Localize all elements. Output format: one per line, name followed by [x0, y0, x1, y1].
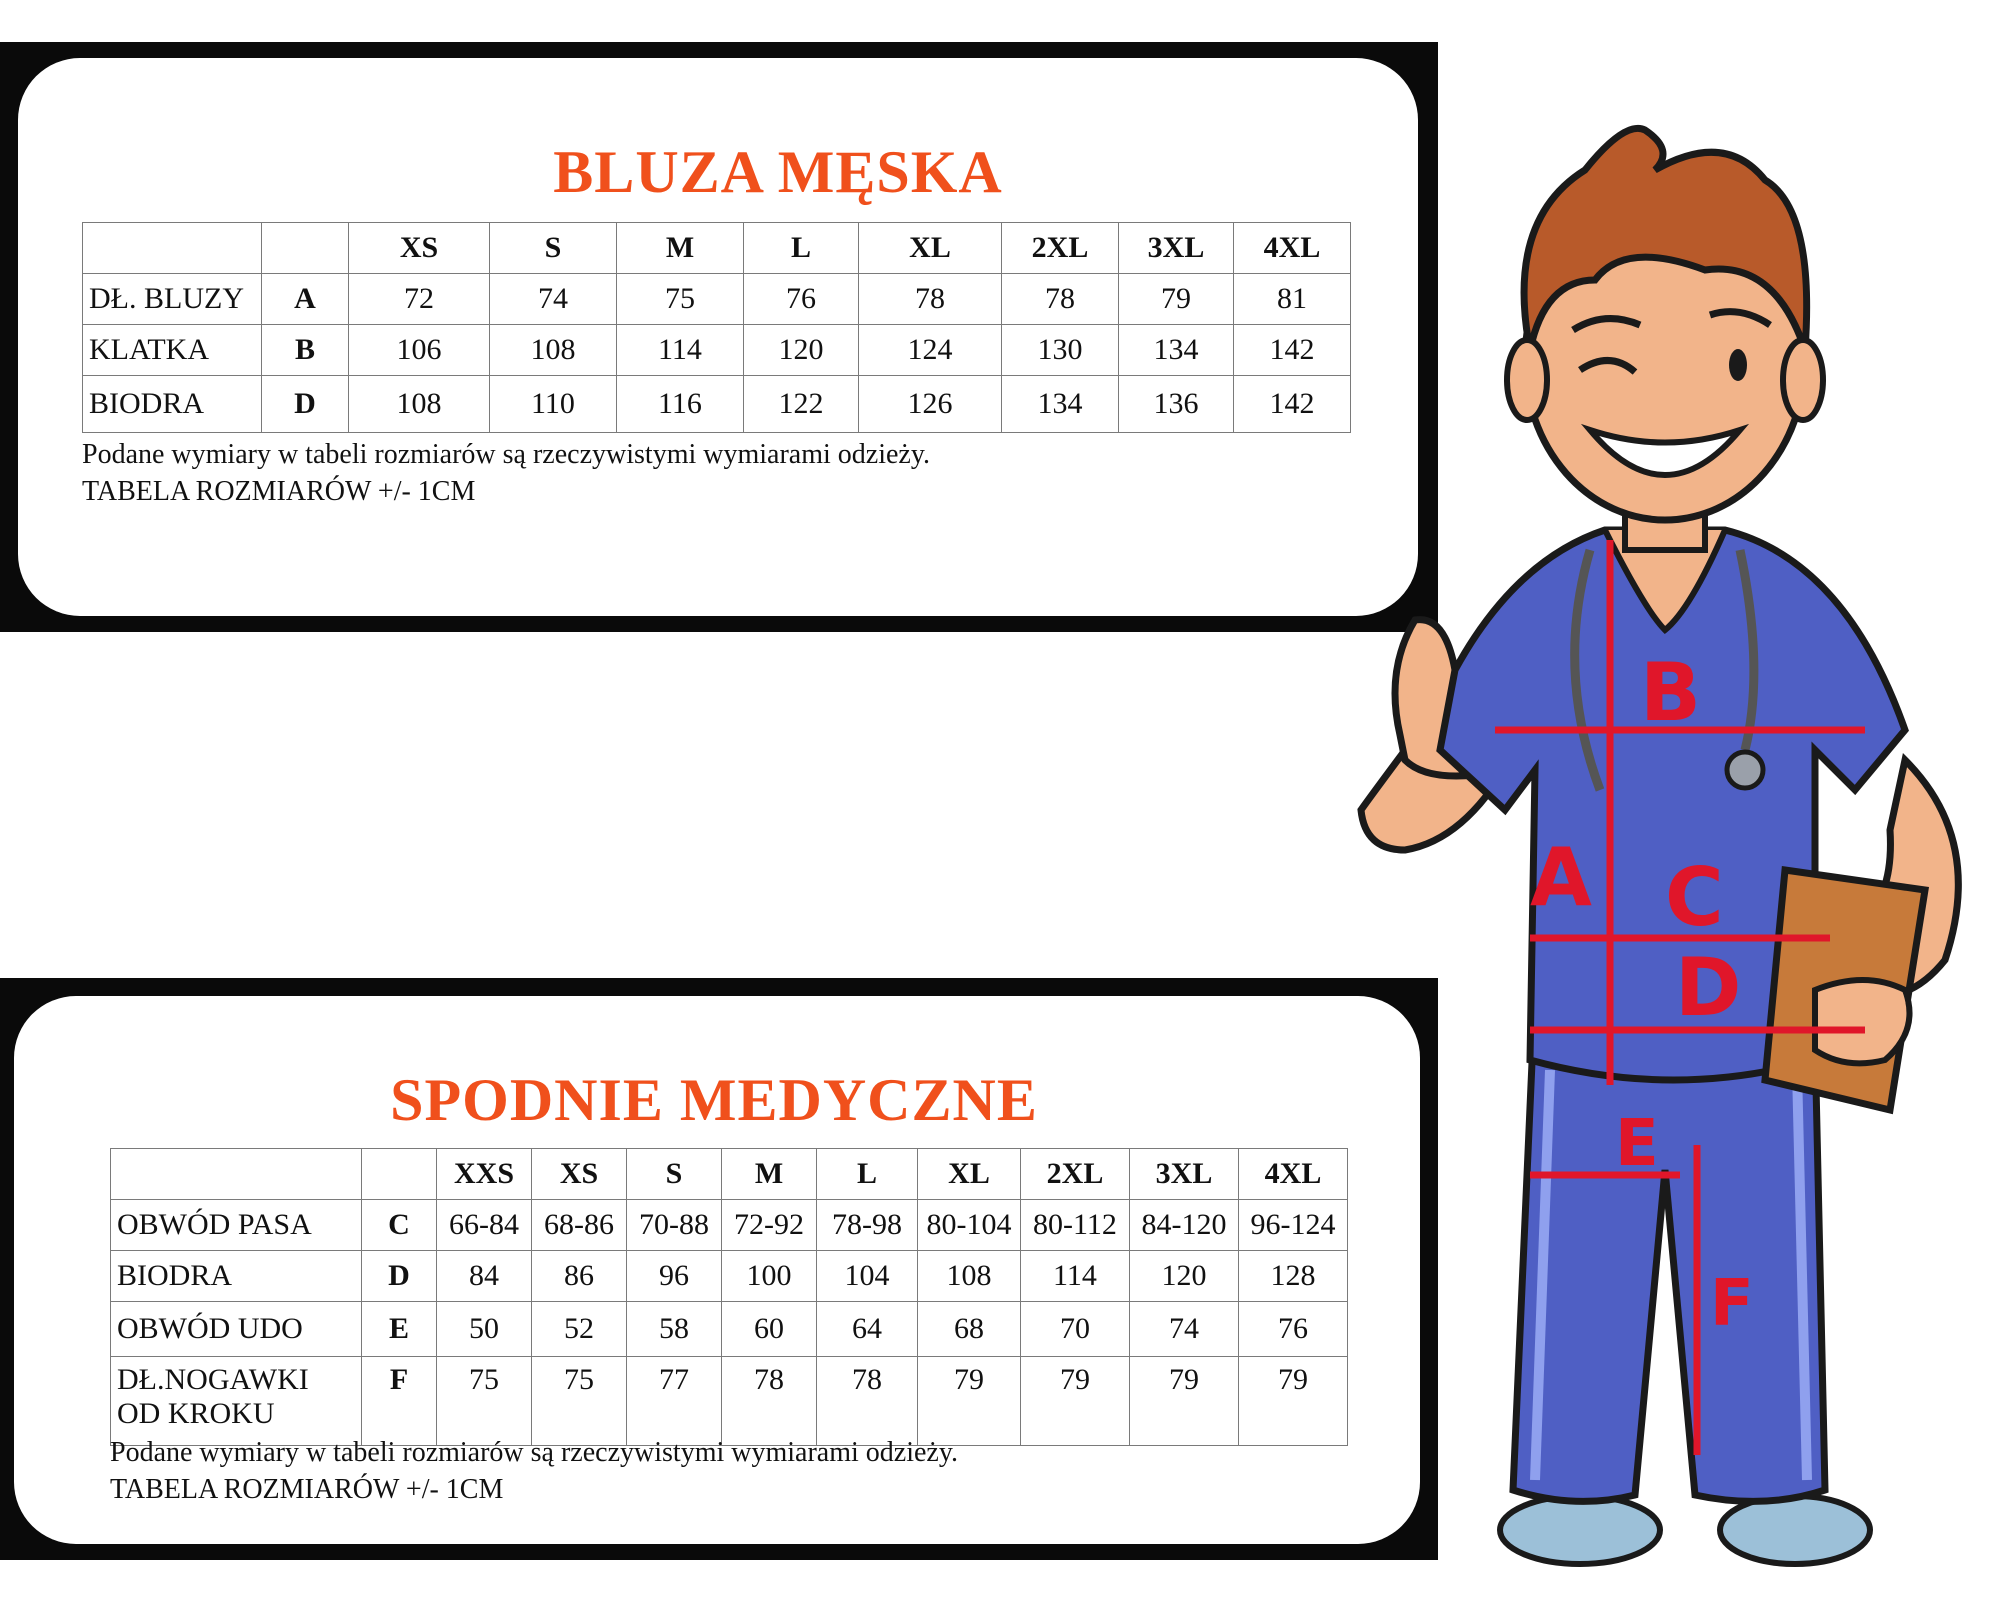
- size-header: L: [817, 1149, 918, 1200]
- measure-letter: D: [362, 1251, 437, 1302]
- measure-letter: E: [362, 1302, 437, 1357]
- value-cell: 74: [490, 274, 617, 325]
- value-cell: 96-124: [1239, 1200, 1348, 1251]
- value-cell: 74: [1130, 1302, 1239, 1357]
- row-label: OBWÓD PASA: [111, 1200, 362, 1251]
- value-cell: 64: [817, 1302, 918, 1357]
- size-header: 3XL: [1119, 223, 1234, 274]
- value-cell: 77: [627, 1357, 722, 1446]
- header-empty-cell: [111, 1149, 362, 1200]
- value-cell: 79: [1021, 1357, 1130, 1446]
- value-cell: 126: [859, 376, 1002, 433]
- value-cell: 78-98: [817, 1200, 918, 1251]
- value-cell: 106: [349, 325, 490, 376]
- value-cell: 122: [744, 376, 859, 433]
- size-header: 2XL: [1021, 1149, 1130, 1200]
- value-cell: 96: [627, 1251, 722, 1302]
- measure-label-f: F: [1710, 1267, 1754, 1341]
- measure-label-c: C: [1665, 851, 1724, 944]
- left-hand: [1815, 980, 1910, 1063]
- row-label: DŁ. BLUZY: [83, 274, 262, 325]
- value-cell: 114: [1021, 1251, 1130, 1302]
- value-cell: 108: [918, 1251, 1021, 1302]
- row-label: OBWÓD UDO: [111, 1302, 362, 1357]
- row-label-line: OD KROKU: [117, 1397, 275, 1430]
- measure-letter: F: [362, 1357, 437, 1446]
- pants-chart-title: SPODNIE MEDYCZNE: [390, 1067, 1038, 1133]
- table-row: [111, 1251, 1348, 1302]
- value-cell: 108: [349, 376, 490, 433]
- shirt-size-table: [82, 222, 1351, 433]
- table-row: [83, 376, 1351, 433]
- row-label: KLATKA: [83, 325, 262, 376]
- measure-letter: B: [262, 325, 349, 376]
- value-cell: 100: [722, 1251, 817, 1302]
- open-eye: [1729, 349, 1747, 381]
- value-cell: 79: [1119, 274, 1234, 325]
- pants: [1513, 1040, 1825, 1501]
- left-ear: [1507, 340, 1547, 420]
- value-cell: 81: [1234, 274, 1351, 325]
- size-header: 2XL: [1002, 223, 1119, 274]
- value-cell: 79: [918, 1357, 1021, 1446]
- pants-size-card: [14, 996, 1420, 1544]
- value-cell: 84-120: [1130, 1200, 1239, 1251]
- value-cell: 60: [722, 1302, 817, 1357]
- value-cell: 75: [617, 274, 744, 325]
- size-header: M: [617, 223, 744, 274]
- value-cell: 136: [1119, 376, 1234, 433]
- size-header: 4XL: [1234, 223, 1351, 274]
- value-cell: 120: [744, 325, 859, 376]
- note-line: TABELA ROZMIARÓW +/- 1CM: [82, 476, 476, 507]
- measure-letter: C: [362, 1200, 437, 1251]
- value-cell: 79: [1239, 1357, 1348, 1446]
- size-header: S: [490, 223, 617, 274]
- value-cell: 108: [490, 325, 617, 376]
- value-cell: 52: [532, 1302, 627, 1357]
- note-line: Podane wymiary w tabeli rozmiarów są rzeczywistymi wymiarami odzieży.: [82, 439, 931, 470]
- measure-letter: D: [262, 376, 349, 433]
- table-row: [83, 274, 1351, 325]
- left-shoe: [1500, 1496, 1660, 1564]
- table-row: [111, 1302, 1348, 1357]
- doctor-figure: [1345, 110, 2000, 1600]
- value-cell: 66-84: [437, 1200, 532, 1251]
- header-empty-cell: [262, 223, 349, 274]
- shirt-size-card: [18, 58, 1418, 616]
- table-header-row: [111, 1149, 1348, 1200]
- size-note: [110, 1434, 958, 1508]
- doctor-illustration: [1345, 110, 2000, 1600]
- measure-label-a: A: [1530, 831, 1592, 924]
- size-header: L: [744, 223, 859, 274]
- measure-label-e: E: [1615, 1107, 1659, 1181]
- size-header: M: [722, 1149, 817, 1200]
- value-cell: 78: [722, 1357, 817, 1446]
- value-cell: 124: [859, 325, 1002, 376]
- right-ear: [1783, 340, 1823, 420]
- stethoscope-chestpiece: [1727, 752, 1763, 788]
- value-cell: 114: [617, 325, 744, 376]
- row-label: BIODRA: [83, 376, 262, 433]
- row-label: BIODRA: [111, 1251, 362, 1302]
- value-cell: 76: [744, 274, 859, 325]
- measure-letter: A: [262, 274, 349, 325]
- value-cell: 70-88: [627, 1200, 722, 1251]
- size-header: XS: [349, 223, 490, 274]
- value-cell: 58: [627, 1302, 722, 1357]
- size-header: S: [627, 1149, 722, 1200]
- value-cell: 75: [532, 1357, 627, 1446]
- header-empty-cell: [83, 223, 262, 274]
- value-cell: 80-112: [1021, 1200, 1130, 1251]
- value-cell: 130: [1002, 325, 1119, 376]
- value-cell: 70: [1021, 1302, 1130, 1357]
- value-cell: 142: [1234, 325, 1351, 376]
- pants-size-table: [110, 1148, 1348, 1446]
- note-line: TABELA ROZMIARÓW +/- 1CM: [110, 1474, 504, 1505]
- table-header-row: [83, 223, 1351, 274]
- value-cell: 142: [1234, 376, 1351, 433]
- size-header: XL: [859, 223, 1002, 274]
- value-cell: 134: [1002, 376, 1119, 433]
- value-cell: 110: [490, 376, 617, 433]
- value-cell: 78: [817, 1357, 918, 1446]
- size-note: [82, 436, 930, 510]
- measure-label-d: D: [1675, 941, 1742, 1034]
- header-empty-cell: [362, 1149, 437, 1200]
- size-header: 4XL: [1239, 1149, 1348, 1200]
- shirt-chart-title: BLUZA MĘSKA: [553, 139, 1003, 205]
- value-cell: 75: [437, 1357, 532, 1446]
- value-cell: 76: [1239, 1302, 1348, 1357]
- value-cell: 50: [437, 1302, 532, 1357]
- value-cell: 134: [1119, 325, 1234, 376]
- table-row: [111, 1357, 1348, 1446]
- value-cell: 116: [617, 376, 744, 433]
- size-header: XS: [532, 1149, 627, 1200]
- size-header: XL: [918, 1149, 1021, 1200]
- value-cell: 84: [437, 1251, 532, 1302]
- value-cell: 72-92: [722, 1200, 817, 1251]
- value-cell: 104: [817, 1251, 918, 1302]
- value-cell: 72: [349, 274, 490, 325]
- size-header: XXS: [437, 1149, 532, 1200]
- row-label-line: DŁ.NOGAWKI: [117, 1363, 309, 1396]
- value-cell: 78: [859, 274, 1002, 325]
- value-cell: 128: [1239, 1251, 1348, 1302]
- value-cell: 68-86: [532, 1200, 627, 1251]
- value-cell: 78: [1002, 274, 1119, 325]
- value-cell: 120: [1130, 1251, 1239, 1302]
- measure-label-b: B: [1640, 646, 1701, 739]
- value-cell: 86: [532, 1251, 627, 1302]
- right-shoe: [1720, 1496, 1870, 1564]
- value-cell: 68: [918, 1302, 1021, 1357]
- value-cell: 80-104: [918, 1200, 1021, 1251]
- note-line: Podane wymiary w tabeli rozmiarów są rzeczywistymi wymiarami odzieży.: [110, 1437, 959, 1468]
- size-header: 3XL: [1130, 1149, 1239, 1200]
- value-cell: 79: [1130, 1357, 1239, 1446]
- row-label: [111, 1357, 362, 1446]
- table-row: [83, 325, 1351, 376]
- table-row: [111, 1200, 1348, 1251]
